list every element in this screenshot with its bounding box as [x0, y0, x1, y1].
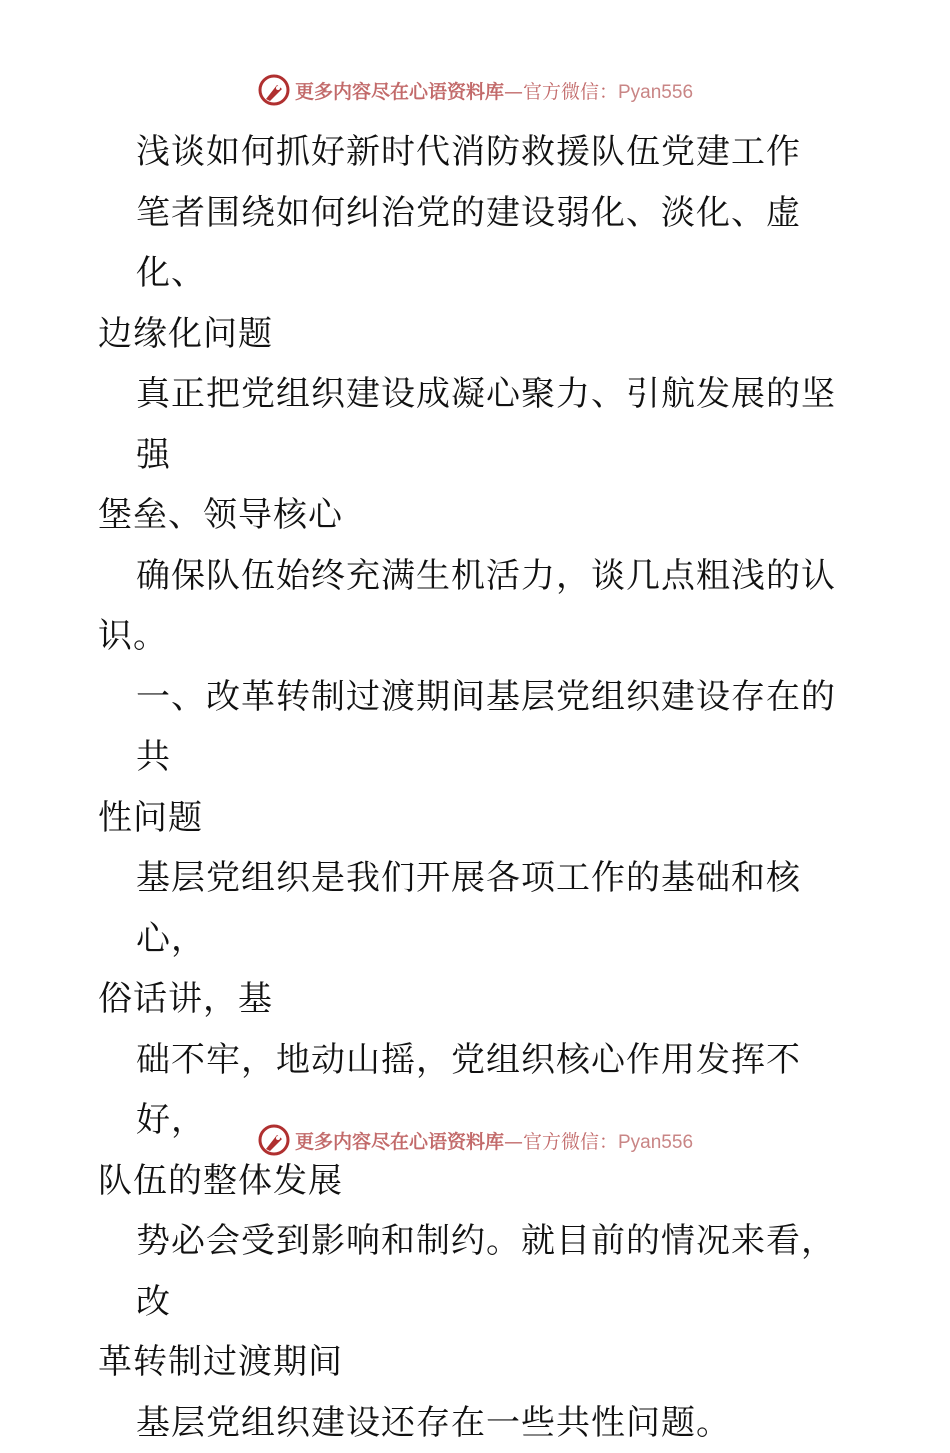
- paragraph-line: 础不牢，地动山摇，党组织核心作用发挥不好，: [98, 1030, 858, 1151]
- banner-dash: —: [504, 81, 523, 103]
- paragraph-line: 基层党组织是我们开展各项工作的基础和核心，: [98, 848, 858, 969]
- paragraph-line: 性问题: [98, 788, 858, 849]
- header-banner: [0, 70, 950, 110]
- paragraph-line: 俗话讲，基: [98, 969, 858, 1030]
- pen-nib-logo-icon: [257, 73, 291, 107]
- paragraph: [98, 1211, 858, 1393]
- paragraph-line: 识。: [98, 606, 858, 667]
- section-heading: [98, 667, 858, 849]
- paragraph-line: 浅谈如何抓好新时代消防救援队伍党建工作: [98, 122, 858, 183]
- paragraph-line: 真正把党组织建设成凝心聚力、引航发展的坚强: [98, 364, 858, 485]
- paragraph: [98, 848, 858, 1030]
- paragraph-line: 革转制过渡期间: [98, 1332, 858, 1393]
- paragraph-line: 势必会受到影响和制约。就目前的情况来看，改: [98, 1211, 858, 1332]
- paragraph-line: 一、改革转制过渡期间基层党组织建设存在的共: [98, 667, 858, 788]
- paragraph-line: 基层党组织建设还存在一些共性问题。: [98, 1393, 858, 1453]
- banner-text: [295, 77, 693, 104]
- paragraph: [98, 1393, 858, 1453]
- paragraph-line: 笔者围绕如何纠治党的建设弱化、淡化、虚化、: [98, 183, 858, 304]
- banner-title: 更多内容尽在心语资料库: [295, 81, 504, 103]
- banner-title: 更多内容尽在心语资料库: [295, 1131, 504, 1153]
- paragraph: [98, 546, 858, 667]
- banner-dash: —: [504, 1131, 523, 1153]
- paragraph-line: 队伍的整体发展: [98, 1151, 858, 1212]
- paragraph: [98, 364, 858, 546]
- paragraph: [98, 183, 858, 365]
- banner-text: [295, 1127, 693, 1154]
- pen-nib-logo-icon: [257, 1123, 291, 1157]
- footer-banner: [0, 1120, 950, 1160]
- banner-wechat-id: Pyan556: [618, 82, 693, 103]
- paragraph-line: 堡垒、领导核心: [98, 485, 858, 546]
- banner-wechat-id: Pyan556: [618, 1132, 693, 1153]
- banner-wechat-label: 官方微信：: [523, 81, 618, 103]
- paragraph-title: [98, 122, 858, 183]
- paragraph-line: 确保队伍始终充满生机活力，谈几点粗浅的认: [98, 546, 858, 607]
- banner-wechat-label: 官方微信：: [523, 1131, 618, 1153]
- paragraph-line: 边缘化问题: [98, 304, 858, 365]
- document-body: [98, 122, 858, 1453]
